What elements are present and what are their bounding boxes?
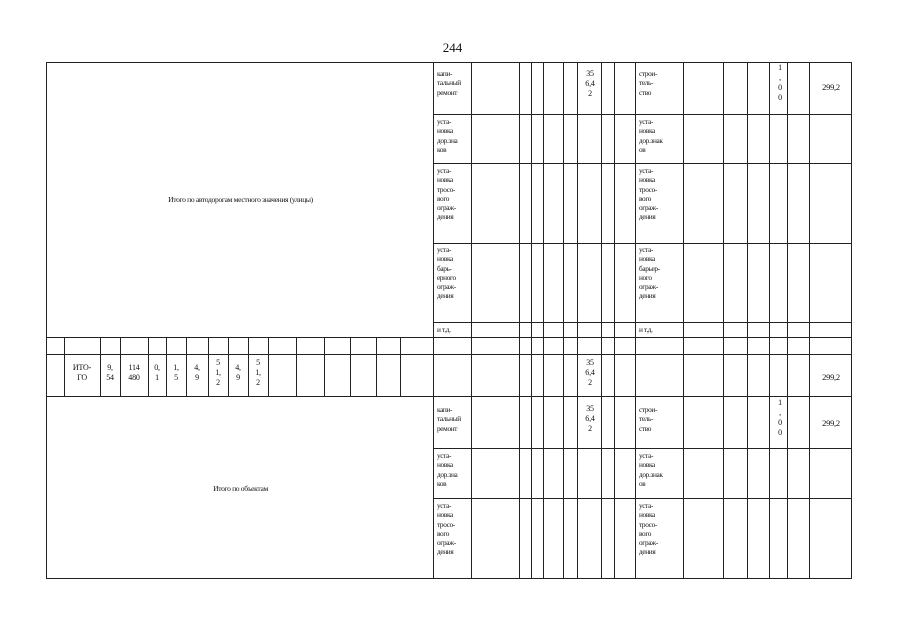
grid-line bbox=[787, 62, 788, 338]
grid-line bbox=[787, 337, 788, 355]
grid-line bbox=[809, 396, 810, 579]
grid-line bbox=[614, 354, 615, 397]
grid-line bbox=[324, 337, 325, 355]
grid-line bbox=[723, 62, 724, 338]
grid-line bbox=[747, 354, 748, 397]
block2-value-100: 1 , 0 0 bbox=[778, 398, 782, 437]
grid-line bbox=[577, 354, 578, 397]
grid-line bbox=[324, 354, 325, 397]
grid-line bbox=[747, 396, 748, 579]
grid-line bbox=[809, 354, 810, 397]
block1-work-right-5: и т.д. bbox=[639, 325, 653, 334]
grid-line bbox=[471, 337, 472, 355]
grid-line bbox=[543, 354, 544, 397]
itogo-value-2: 114 480 bbox=[128, 363, 140, 382]
grid-line bbox=[769, 354, 770, 397]
grid-line bbox=[433, 322, 852, 323]
itogo-value-6: 5 1, 2 bbox=[215, 358, 221, 387]
grid-line bbox=[635, 337, 636, 355]
grid-line bbox=[166, 337, 167, 355]
grid-line bbox=[46, 62, 852, 63]
block1-title: Итого по автодорогам местного значения (улицы) bbox=[168, 195, 313, 204]
grid-line bbox=[787, 354, 788, 397]
grid-line bbox=[577, 62, 578, 338]
grid-line bbox=[433, 337, 434, 355]
grid-line bbox=[186, 337, 187, 355]
grid-line bbox=[635, 396, 636, 579]
block2-work-right-1: строи- тель- ство bbox=[639, 405, 658, 433]
grid-line bbox=[376, 354, 377, 397]
block1-value-356: 35 6,4 2 bbox=[585, 69, 595, 98]
grid-line bbox=[531, 62, 532, 338]
grid-line bbox=[433, 354, 434, 397]
page-number: 244 bbox=[442, 40, 463, 55]
grid-line bbox=[563, 337, 564, 355]
grid-line bbox=[635, 354, 636, 397]
grid-line bbox=[228, 337, 229, 355]
grid-line bbox=[683, 62, 684, 338]
grid-line bbox=[100, 337, 101, 355]
grid-line bbox=[531, 337, 532, 355]
grid-line bbox=[433, 163, 852, 164]
block1-value-total: 299,2 bbox=[822, 82, 840, 92]
grid-line bbox=[563, 396, 564, 579]
grid-line bbox=[601, 337, 602, 355]
block1-work-left-1: капи- тальный ремонт bbox=[437, 69, 461, 97]
grid-line bbox=[296, 354, 297, 397]
grid-line bbox=[350, 337, 351, 355]
grid-line bbox=[433, 396, 434, 579]
grid-line bbox=[747, 337, 748, 355]
block2-work-right-3: уста- новка тросо- вого ограж- дения bbox=[639, 501, 658, 557]
grid-line bbox=[614, 62, 615, 338]
grid-line bbox=[433, 498, 852, 499]
grid-line bbox=[601, 354, 602, 397]
grid-line bbox=[787, 396, 788, 579]
block2-value-total: 299,2 bbox=[822, 418, 840, 428]
grid-line bbox=[519, 337, 520, 355]
grid-line bbox=[519, 396, 520, 579]
grid-line bbox=[577, 337, 578, 355]
grid-line bbox=[400, 354, 401, 397]
grid-line bbox=[577, 396, 578, 579]
grid-line bbox=[296, 337, 297, 355]
grid-line bbox=[471, 62, 472, 338]
grid-line bbox=[809, 337, 810, 355]
itogo-value-5: 4, 9 bbox=[194, 363, 200, 382]
grid-line bbox=[683, 396, 684, 579]
block1-work-left-2: уста- новка дор.зна ков bbox=[437, 117, 458, 154]
itogo-value-total: 299,2 bbox=[822, 372, 840, 382]
grid-line bbox=[543, 62, 544, 338]
grid-line bbox=[268, 354, 269, 397]
block1-work-right-3: уста- новка тросо- вого ограж- дения bbox=[639, 166, 658, 222]
grid-line bbox=[519, 62, 520, 338]
grid-line bbox=[683, 354, 684, 397]
grid-line bbox=[851, 354, 852, 397]
grid-line bbox=[433, 62, 434, 338]
grid-line bbox=[400, 337, 401, 355]
grid-line bbox=[563, 62, 564, 338]
grid-line bbox=[248, 337, 249, 355]
itogo-value-3: 0, 1 bbox=[154, 363, 160, 382]
grid-line bbox=[614, 337, 615, 355]
grid-line bbox=[769, 396, 770, 579]
grid-line bbox=[769, 337, 770, 355]
grid-line bbox=[543, 396, 544, 579]
grid-line bbox=[350, 354, 351, 397]
grid-line bbox=[120, 337, 121, 355]
block1-value-100: 1 , 0 0 bbox=[778, 63, 782, 102]
grid-line bbox=[64, 337, 65, 355]
itogo-value-7: 4, 9 bbox=[235, 363, 241, 382]
grid-line bbox=[433, 448, 852, 449]
grid-line bbox=[614, 396, 615, 579]
block2-work-left-3: уста- новка тросо- вого ограж- дения bbox=[437, 501, 456, 557]
grid-line bbox=[563, 354, 564, 397]
grid-line bbox=[851, 396, 852, 579]
itogo-label: ИТО- ГО bbox=[72, 363, 92, 382]
grid-line bbox=[46, 337, 47, 355]
block2-value-356: 35 6,4 2 bbox=[585, 404, 595, 433]
grid-line bbox=[531, 396, 532, 579]
block2-work-left-1: капи- тальный ремонт bbox=[437, 405, 461, 433]
grid-line bbox=[851, 62, 852, 338]
grid-line bbox=[543, 337, 544, 355]
block1-work-right-4: уста- новка барьер- ного ограж- дения bbox=[639, 245, 660, 301]
block1-work-right-1: строи- тель- ство bbox=[639, 69, 658, 97]
grid-line bbox=[46, 62, 47, 579]
grid-line bbox=[851, 337, 852, 355]
grid-line bbox=[208, 337, 209, 355]
grid-line bbox=[601, 62, 602, 338]
block1-work-left-4: уста- новка барь- ерного ограж- дения bbox=[437, 245, 456, 301]
block1-work-right-2: уста- новка дор.знак ов bbox=[639, 117, 663, 154]
itogo-value-1: 9, 54 bbox=[106, 363, 114, 382]
grid-line bbox=[268, 337, 269, 355]
itogo-value-4: 1, 5 bbox=[173, 363, 179, 382]
grid-line bbox=[46, 578, 852, 579]
block2-title: Итого по объектам bbox=[213, 484, 268, 493]
block2-work-left-2: уста- новка дор.зна ков bbox=[437, 451, 458, 488]
grid-line bbox=[471, 354, 472, 397]
grid-line bbox=[519, 354, 520, 397]
block1-work-left-3: уста- новка тросо- вого ограж- дения bbox=[437, 166, 456, 222]
grid-line bbox=[723, 396, 724, 579]
grid-line bbox=[148, 337, 149, 355]
block1-work-left-5: и т.д. bbox=[437, 325, 451, 334]
grid-line bbox=[723, 354, 724, 397]
grid-line bbox=[433, 114, 852, 115]
grid-line bbox=[683, 337, 684, 355]
block2-work-right-2: уста- новка дор.знак ов bbox=[639, 451, 663, 488]
grid-line bbox=[747, 62, 748, 338]
grid-line bbox=[809, 62, 810, 338]
itogo-value-356: 35 6,4 2 bbox=[585, 358, 595, 387]
grid-line bbox=[723, 337, 724, 355]
grid-line bbox=[769, 62, 770, 338]
grid-line bbox=[531, 354, 532, 397]
grid-line bbox=[376, 337, 377, 355]
grid-line bbox=[471, 396, 472, 579]
itogo-value-8: 5 1, 2 bbox=[255, 358, 261, 387]
grid-line bbox=[433, 243, 852, 244]
grid-line bbox=[635, 62, 636, 338]
grid-line bbox=[601, 396, 602, 579]
